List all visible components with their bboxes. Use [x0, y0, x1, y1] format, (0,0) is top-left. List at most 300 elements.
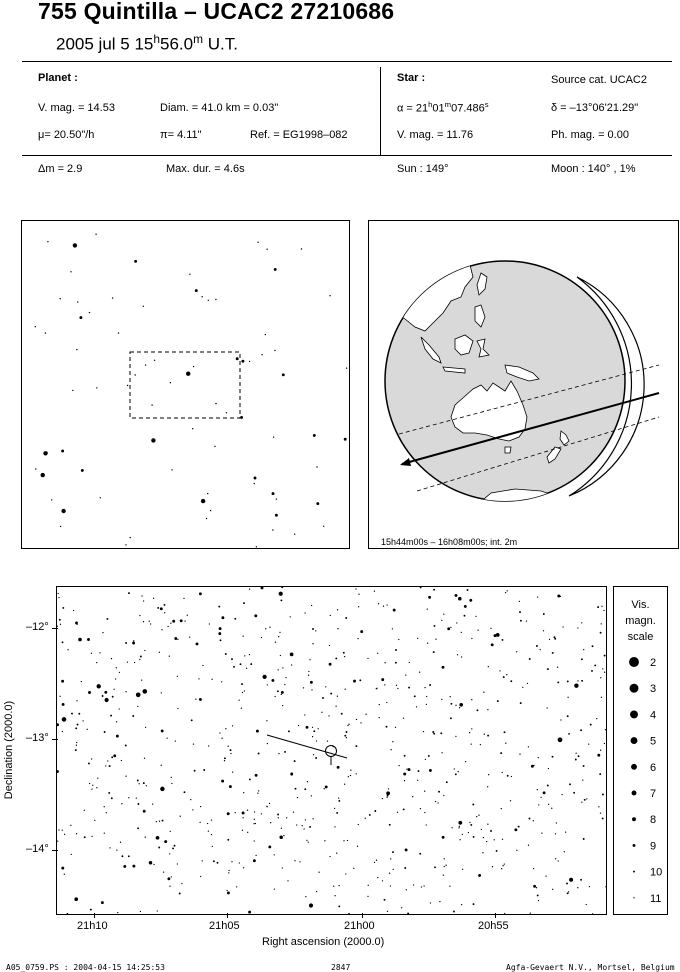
field-star — [170, 623, 171, 624]
field-star — [432, 731, 434, 733]
field-star — [435, 801, 436, 802]
field-star — [294, 860, 295, 861]
field-star — [602, 794, 604, 796]
field-star — [471, 728, 472, 729]
field-star — [505, 743, 506, 744]
field-star — [360, 722, 361, 723]
field-star — [567, 680, 569, 682]
field-star — [242, 635, 243, 636]
field-star — [246, 668, 247, 669]
field-star — [341, 713, 343, 715]
field-star — [483, 692, 484, 693]
field-star — [311, 605, 312, 606]
field-star — [333, 886, 334, 887]
field-star — [153, 598, 154, 599]
field-star — [208, 745, 209, 746]
finder-star — [313, 434, 316, 437]
field-star — [78, 638, 82, 642]
info-top-rule — [22, 61, 672, 62]
field-star — [491, 643, 494, 646]
field-star — [96, 662, 97, 663]
xtick-mark-1 — [94, 913, 95, 918]
field-star — [187, 615, 188, 616]
field-star — [156, 836, 160, 840]
finder-star — [316, 502, 319, 505]
field-star — [291, 664, 292, 665]
field-star — [321, 712, 322, 713]
field-star — [540, 797, 541, 798]
finder-star — [346, 368, 347, 369]
field-star — [488, 774, 489, 775]
legend-label-mag-4: 4 — [650, 709, 657, 722]
field-star — [200, 806, 201, 807]
field-star — [235, 812, 236, 813]
finder-star — [215, 299, 216, 300]
finder-star — [316, 466, 317, 467]
field-star — [104, 731, 106, 733]
field-star — [427, 643, 428, 644]
field-star — [430, 902, 431, 903]
field-star — [569, 783, 571, 785]
field-star — [290, 653, 294, 657]
field-star — [438, 791, 440, 793]
field-star — [496, 850, 498, 852]
field-star — [258, 790, 259, 791]
field-star — [266, 720, 267, 721]
field-star — [450, 717, 452, 719]
star-right-ascension — [397, 100, 489, 115]
field-star — [502, 639, 504, 641]
field-star — [367, 658, 368, 659]
field-star — [107, 760, 108, 761]
field-star — [329, 663, 332, 666]
field-star — [368, 885, 369, 886]
field-star — [337, 766, 340, 769]
field-star — [358, 824, 359, 825]
field-star — [116, 849, 117, 850]
field-star — [218, 606, 220, 608]
field-star — [71, 713, 73, 715]
field-star — [358, 594, 359, 595]
field-star — [91, 788, 92, 789]
field-star — [329, 645, 330, 646]
field-star — [149, 621, 150, 622]
field-star — [183, 598, 184, 599]
field-star — [303, 828, 304, 829]
planet-parallax: π= 4.11" — [160, 129, 202, 141]
field-star — [443, 613, 444, 614]
field-star — [304, 714, 305, 715]
field-star — [277, 690, 279, 692]
field-star — [469, 822, 470, 823]
field-star — [499, 670, 500, 671]
field-star — [444, 858, 445, 859]
xtick-20h55: 20h55 — [478, 920, 509, 932]
field-star — [241, 683, 243, 685]
field-star — [282, 667, 283, 668]
finder-star — [272, 492, 275, 495]
field-star — [159, 652, 160, 653]
field-star — [203, 769, 205, 771]
field-star — [270, 822, 271, 823]
finder-star — [193, 366, 194, 367]
field-star — [274, 888, 275, 889]
field-star — [336, 853, 337, 854]
field-star — [81, 681, 82, 682]
field-star — [599, 773, 601, 775]
legend-title-line2: magn. — [625, 615, 656, 627]
field-star — [328, 715, 329, 716]
field-star — [461, 904, 462, 905]
field-star — [57, 723, 59, 726]
field-star — [449, 885, 450, 886]
field-star — [180, 619, 183, 622]
field-star — [304, 788, 306, 790]
field-star — [462, 869, 463, 870]
field-star — [334, 826, 335, 827]
field-star — [198, 678, 199, 679]
field-star — [575, 759, 577, 761]
field-star — [450, 703, 452, 705]
field-star — [350, 770, 351, 771]
field-star — [271, 679, 274, 682]
field-star — [527, 683, 528, 684]
field-star — [357, 846, 358, 847]
finder-star — [118, 332, 119, 333]
field-star — [578, 755, 580, 757]
field-star — [519, 601, 520, 602]
field-star — [207, 823, 208, 824]
field-star — [121, 855, 123, 857]
field-star — [374, 862, 375, 863]
field-star — [564, 851, 565, 852]
field-star — [219, 627, 222, 630]
field-star — [348, 724, 349, 725]
field-star — [543, 791, 546, 794]
field-star — [164, 604, 166, 606]
field-star — [220, 639, 222, 641]
field-star — [338, 885, 339, 886]
finder-star — [265, 334, 266, 335]
xtick-21h00: 21h00 — [344, 920, 375, 932]
field-star — [88, 691, 91, 694]
field-star — [297, 797, 298, 798]
field-star — [309, 659, 310, 660]
field-star — [202, 665, 203, 666]
field-star — [160, 607, 163, 610]
field-star — [481, 829, 482, 830]
ytick-mark-14 — [52, 850, 58, 851]
field-star — [487, 824, 488, 825]
field-star — [404, 867, 406, 869]
finder-star — [130, 537, 131, 538]
field-star — [600, 812, 601, 813]
field-star — [552, 889, 553, 890]
field-star — [104, 832, 105, 833]
field-star — [143, 782, 145, 784]
field-star — [442, 666, 445, 669]
field-star — [500, 752, 502, 754]
field-star — [224, 760, 225, 761]
field-star — [546, 707, 547, 708]
field-star — [62, 703, 65, 706]
field-star — [458, 597, 462, 601]
field-star — [480, 744, 481, 745]
field-star — [335, 657, 337, 659]
field-star — [76, 624, 77, 625]
field-star — [477, 630, 478, 631]
field-star — [278, 669, 279, 670]
finder-star — [257, 242, 258, 243]
field-star — [200, 876, 201, 877]
field-star — [296, 824, 297, 825]
field-star — [113, 689, 114, 690]
planet-heading: Planet : — [38, 72, 78, 84]
field-star — [538, 900, 539, 901]
max-duration: Max. dur. = 4.6s — [166, 163, 245, 175]
field-star — [261, 587, 264, 589]
finder-star — [266, 249, 267, 250]
field-star — [227, 812, 230, 815]
field-star — [450, 696, 451, 697]
finder-star — [274, 268, 277, 271]
field-star — [548, 768, 549, 769]
field-star — [238, 699, 239, 700]
xtick-21h10: 21h10 — [77, 920, 108, 932]
field-star — [334, 808, 335, 809]
field-star — [59, 619, 61, 621]
field-star — [119, 672, 120, 673]
finder-field-box — [130, 352, 240, 418]
field-star — [167, 626, 168, 627]
field-star — [247, 810, 248, 811]
field-star — [461, 656, 462, 657]
target-star-marker — [326, 746, 337, 757]
field-star — [596, 718, 597, 719]
field-star — [569, 733, 570, 734]
field-star — [543, 613, 545, 615]
ytick-minus14: –14° — [26, 843, 49, 855]
finder-star — [96, 387, 97, 388]
field-star — [163, 871, 164, 872]
field-star — [588, 743, 589, 744]
field-star — [505, 592, 506, 593]
field-star — [459, 703, 463, 707]
field-star — [487, 709, 488, 710]
field-star — [473, 836, 475, 838]
field-star — [134, 662, 135, 663]
field-star — [344, 735, 346, 737]
field-star — [209, 623, 210, 624]
field-star — [392, 851, 394, 853]
field-star — [377, 877, 378, 878]
field-star — [506, 674, 507, 675]
field-star — [94, 820, 95, 821]
field-star — [435, 639, 436, 640]
field-star — [275, 642, 276, 643]
field-star — [408, 687, 410, 689]
field-star — [230, 749, 232, 751]
finder-star — [241, 360, 244, 363]
field-star — [478, 874, 481, 877]
field-star — [520, 620, 522, 622]
source-catalog: Source cat. UCAC2 — [551, 74, 647, 86]
field-star — [106, 618, 108, 620]
field-star — [337, 628, 338, 629]
field-star — [281, 587, 283, 588]
field-star — [602, 668, 603, 669]
field-star — [379, 704, 380, 705]
field-star — [193, 743, 194, 744]
field-star — [61, 867, 64, 870]
finder-star — [151, 438, 155, 442]
field-star — [347, 840, 348, 841]
field-star — [101, 901, 104, 904]
field-star — [502, 839, 503, 840]
footer-file-info: A05_0759.PS : 2004-04-15 14:25:53 — [6, 963, 165, 972]
field-star — [139, 659, 140, 660]
field-star — [405, 674, 406, 675]
finder-star — [189, 274, 190, 275]
star-declination: δ = –13°06'21.29" — [551, 102, 639, 114]
field-star — [577, 680, 578, 681]
field-star — [243, 867, 244, 868]
field-star — [381, 678, 384, 681]
finder-star — [207, 493, 208, 494]
field-star — [111, 756, 113, 758]
info-column-divider — [380, 67, 381, 155]
field-star — [278, 636, 279, 637]
field-star — [199, 592, 202, 595]
field-star — [412, 796, 413, 797]
field-star — [597, 754, 600, 757]
moon-elongation: Moon : 140° , 1% — [551, 163, 636, 175]
field-star — [478, 815, 479, 816]
field-star — [531, 765, 534, 768]
field-star — [136, 797, 137, 798]
field-star — [152, 803, 153, 804]
field-star — [218, 632, 221, 635]
field-star — [423, 731, 424, 732]
field-star — [418, 770, 420, 772]
finder-star — [145, 364, 146, 365]
field-star — [315, 630, 316, 631]
finder-star — [323, 526, 324, 527]
field-star — [99, 652, 100, 653]
field-star — [441, 699, 442, 700]
field-star — [249, 778, 251, 780]
field-star — [417, 638, 418, 639]
legend-dot-mag-10 — [633, 871, 635, 873]
field-star — [458, 821, 462, 825]
field-star — [568, 891, 569, 892]
field-star — [160, 787, 164, 791]
field-star — [486, 841, 487, 842]
field-star — [224, 757, 226, 759]
field-star — [277, 814, 279, 816]
field-star — [189, 636, 190, 637]
field-star — [161, 692, 162, 693]
field-star — [347, 725, 348, 726]
magnitude-legend — [613, 586, 668, 915]
field-star — [348, 776, 349, 777]
field-star — [253, 823, 254, 824]
globe-panel — [368, 220, 679, 549]
field-star — [444, 866, 445, 867]
field-star — [416, 706, 417, 707]
field-star — [305, 896, 306, 897]
field-star — [597, 606, 599, 608]
field-star — [346, 731, 348, 733]
field-star — [254, 840, 255, 841]
finder-star — [73, 243, 77, 247]
field-star — [541, 832, 542, 833]
finder-star — [143, 306, 144, 307]
field-star — [125, 642, 127, 644]
field-star — [514, 828, 517, 831]
field-star — [87, 729, 88, 730]
legend-title-line3: scale — [627, 631, 654, 643]
field-star — [577, 627, 578, 628]
field-star — [382, 880, 383, 881]
field-star — [423, 885, 424, 886]
field-star — [325, 785, 328, 788]
field-star — [97, 777, 98, 778]
field-star — [256, 730, 259, 733]
finder-star — [274, 350, 275, 351]
field-star — [159, 821, 160, 822]
field-star — [171, 876, 172, 877]
field-star — [230, 753, 231, 754]
finder-star — [192, 428, 193, 429]
field-star — [533, 820, 534, 821]
field-star — [547, 785, 549, 787]
legend-dot-mag-9 — [633, 844, 636, 847]
field-star — [556, 822, 557, 823]
field-star — [557, 595, 560, 598]
field-star — [116, 735, 119, 738]
field-star — [439, 901, 440, 902]
field-star — [586, 904, 587, 905]
field-star — [549, 639, 550, 640]
field-star — [583, 838, 585, 840]
field-star — [591, 670, 593, 672]
field-star — [355, 745, 357, 747]
field-star — [476, 816, 477, 817]
field-star — [128, 855, 130, 857]
field-star — [540, 649, 541, 650]
field-star — [433, 589, 435, 591]
field-star — [379, 717, 380, 718]
field-star — [221, 616, 224, 619]
field-star — [603, 610, 604, 611]
field-star — [308, 675, 309, 676]
field-star — [78, 713, 80, 715]
field-star — [315, 757, 317, 759]
field-star — [221, 738, 222, 739]
field-star — [404, 780, 405, 781]
field-star — [557, 681, 559, 683]
field-star — [234, 618, 236, 620]
field-star — [140, 656, 142, 658]
field-star — [226, 890, 227, 891]
field-star — [299, 861, 300, 862]
field-star — [386, 726, 388, 728]
field-star — [447, 627, 450, 630]
field-star — [443, 874, 444, 875]
finder-star — [112, 297, 113, 298]
field-star — [390, 749, 391, 750]
